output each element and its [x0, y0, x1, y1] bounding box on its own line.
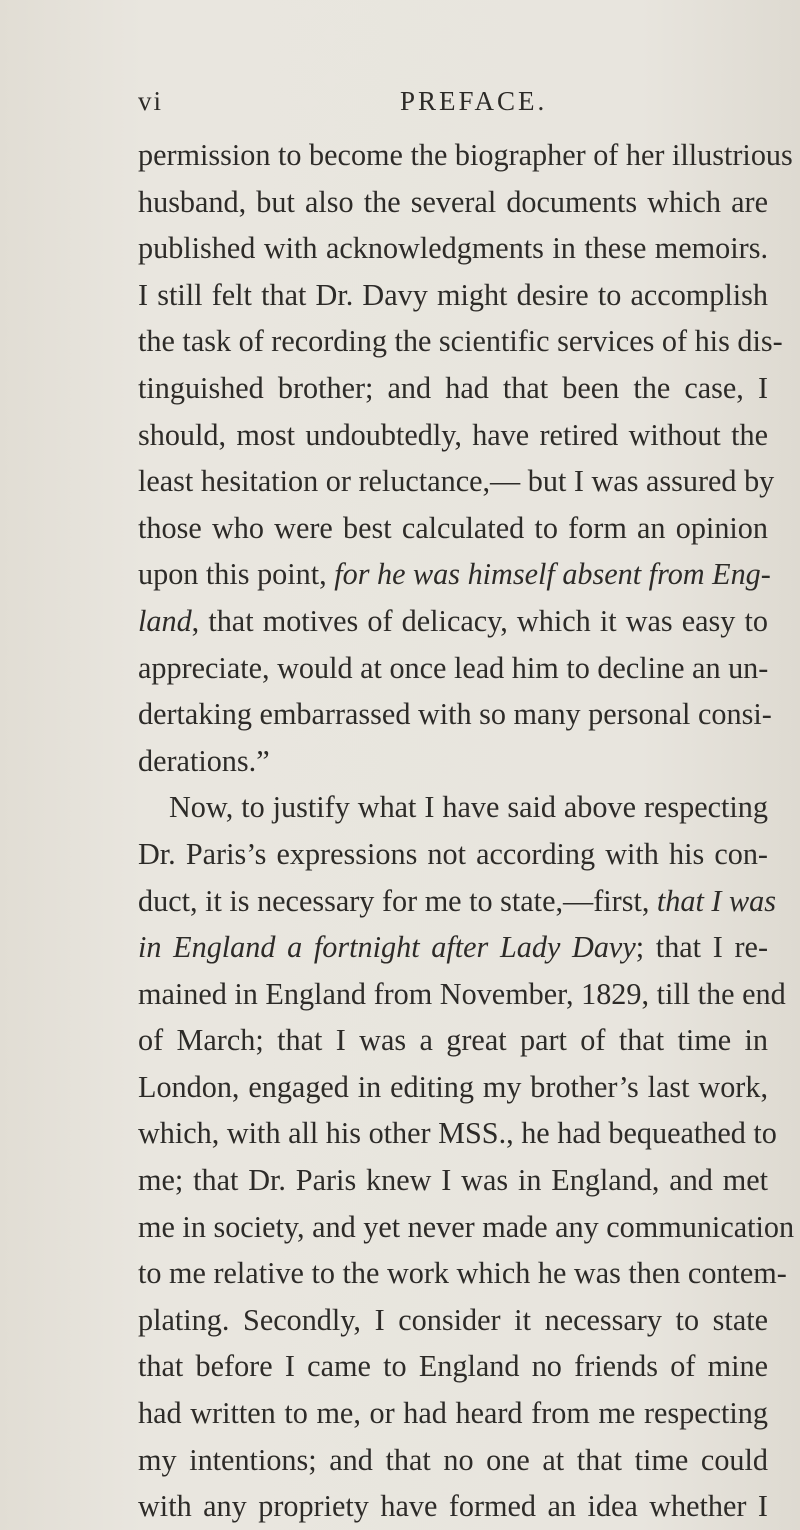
text-line: the task of recording the scientific services of his dis- — [138, 324, 783, 359]
text-line: I still felt that Dr. Davy might desire to accomplish — [138, 277, 768, 312]
text-line: Now, to justify what I have said above respecting — [169, 790, 768, 825]
text-line: me; that Dr. Paris knew I was in England, and met — [138, 1163, 768, 1198]
text-line: which, with all his other MSS., he had bequeathed to — [138, 1116, 777, 1151]
text-line: to me relative to the work which he was then contem- — [138, 1256, 787, 1291]
text-line: land, that motives of delicacy, which it was easy to — [138, 603, 768, 638]
page-number: vi — [138, 86, 164, 116]
text-line: husband, but also the several documents which are — [138, 184, 768, 219]
page-title: PREFACE. — [400, 86, 548, 116]
text-line: dertaking embarrassed with so many personal consi- — [138, 697, 772, 732]
text-line: appreciate, would at once lead him to decline an un- — [138, 650, 769, 685]
text-line: me in society, and yet never made any communication — [138, 1209, 795, 1244]
text-line: had written to me, or had heard from me respecting — [138, 1396, 768, 1431]
text-line: in England a fortnight after Lady Davy; that I re- — [138, 930, 768, 965]
text-line: least hesitation or reluctance,— but I was assured by — [138, 464, 775, 499]
text-line: mained in England from November, 1829, till the end — [138, 976, 786, 1011]
text-line: upon this point, for he was himself absent from Eng- — [138, 557, 771, 592]
text-line: should, most undoubtedly, have retired without the — [138, 417, 768, 452]
text-line: of March; that I was a great part of that time in — [138, 1023, 768, 1058]
text-line: derations.” — [138, 743, 270, 778]
text-line: tinguished brother; and had that been the case, I — [138, 370, 768, 405]
text-line: London, engaged in editing my brother’s last work, — [138, 1069, 768, 1104]
text-line: published with acknowledgments in these memoirs. — [138, 231, 768, 266]
text-line: my intentions; and that no one at that time could — [138, 1442, 768, 1477]
text-line: that before I came to England no friends of mine — [138, 1349, 768, 1384]
running-head — [138, 86, 778, 126]
text-line: plating. Secondly, I consider it necessary to state — [138, 1302, 768, 1337]
text-line: duct, it is necessary for me to state,—first, that I was — [138, 883, 777, 918]
body-text — [138, 132, 795, 1530]
text-line: those who were best calculated to form an opinion — [138, 510, 768, 545]
text-line: Dr. Paris’s expressions not according with his con- — [138, 836, 768, 871]
text-line: with any propriety have formed an idea whether I — [138, 1489, 768, 1524]
text-line: permission to become the biographer of her illustrious — [138, 138, 793, 172]
